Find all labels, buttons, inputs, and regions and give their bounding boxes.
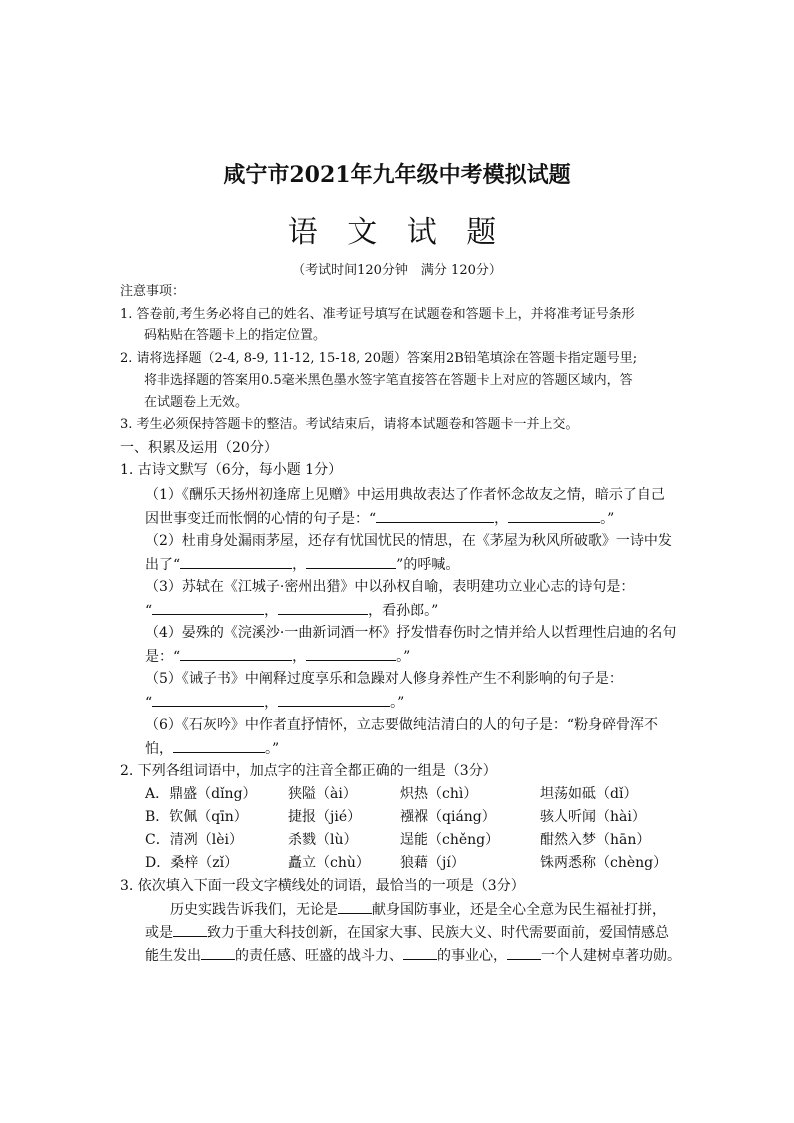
q1-item-3-line-2: “ ， ，看孙郎。” bbox=[145, 600, 438, 621]
q3-passage-line-1: 历史实践告诉我们，无论是 献身国防事业，还是全心全意为民生福祉打拼， bbox=[170, 899, 666, 920]
answer-blank[interactable] bbox=[152, 600, 264, 615]
note-2-line-1: 2. 请将选择题（2-4, 8-9, 11-12, 15-18, 20题）答案用2B铅笔填涂在答题卡指定题号里; bbox=[120, 351, 638, 366]
q3-passage-line-3: 能生发出 的责任感、旺盛的战斗力、 的事业心， 一个人建树卓著功勋。 bbox=[145, 945, 681, 966]
answer-blank[interactable] bbox=[507, 945, 541, 960]
q2-option-d[interactable]: D．桑梓（zǐ） bbox=[145, 855, 239, 871]
notes-heading: 注意事项： bbox=[120, 284, 186, 299]
q2-option-a[interactable]: A．鼎盛（dǐng） bbox=[145, 786, 257, 802]
section-1-heading: 一、积累及运用（20分） bbox=[120, 440, 278, 456]
q2-option-d-word-3: 狼藉（jí） bbox=[400, 855, 465, 871]
q2-option-b-word-2: 捷报（jié） bbox=[288, 809, 362, 825]
note-2-line-3: 在试题卷上无效。 bbox=[144, 395, 249, 410]
q1-item-2-line-1: （2）杜甫身处漏雨茅屋，还存有忧国忧民的情思，在《茅屋为秋风所破歌》一诗中发 bbox=[145, 533, 672, 549]
answer-blank[interactable] bbox=[508, 508, 600, 523]
question-1-stem: 1. 古诗文默写（6分，每小题 1分） bbox=[120, 462, 343, 478]
answer-blank[interactable] bbox=[278, 600, 368, 615]
answer-blank[interactable] bbox=[338, 899, 372, 914]
q2-option-b-word-3: 襁褓（qiáng） bbox=[400, 809, 496, 825]
q1-item-4-line-1: （4）晏殊的《浣溪沙·一曲新词酒一杯》抒发惜春伤时之情并给人以哲理性启迪的名句 bbox=[145, 625, 677, 641]
answer-blank[interactable] bbox=[201, 945, 235, 960]
q2-option-c-word-2: 杀戮（lù） bbox=[288, 832, 358, 848]
q1-item-6-line-1: （6）《石灰吟》中作者直抒情怀，立志要做纯洁清白的人的句子是：“粉身碎骨浑不 bbox=[145, 717, 659, 733]
q2-option-a-word-4: 坦荡如砥（dǐ） bbox=[540, 786, 638, 802]
answer-blank[interactable] bbox=[306, 646, 396, 661]
note-1-line-1: 1. 答卷前,考生务必将自己的姓名、准考证号填写在试题卷和答题卡上，并将准考证号条形 bbox=[120, 307, 635, 322]
answer-blank[interactable] bbox=[173, 922, 207, 937]
note-2-line-2: 将非选择题的答案用0.5毫米黑色墨水签字笔直接答在答题卡上对应的答题区域内，答 bbox=[144, 373, 633, 388]
q3-passage-line-2: 或是 致力于重大科技创新，在国家大事、民族大义、时代需要面前，爱国情感总 bbox=[145, 922, 669, 943]
note-1-line-2: 码粘贴在答题卡上的指定位置。 bbox=[144, 328, 327, 343]
question-2-stem: 2. 下列各组词语中，加点字的注音全都正确的一组是（3分） bbox=[120, 763, 497, 779]
note-3: 3. 考生必须保持答题卡的整洁。考试结束后，请将本试题卷和答题卡一并上交。 bbox=[120, 417, 579, 432]
q2-option-b[interactable]: B．钦佩（qīn） bbox=[145, 809, 248, 825]
answer-blank[interactable] bbox=[376, 508, 494, 523]
answer-blank[interactable] bbox=[278, 692, 390, 707]
q1-item-1-line-2: 因世事变迁而怅惘的心情的句子是：“ ， 。” bbox=[145, 508, 614, 529]
q2-option-a-word-3: 炽热（chì） bbox=[400, 786, 478, 802]
q2-option-a-word-2: 狭隘（ài） bbox=[288, 786, 357, 802]
exam-info: （考试时间120分钟 满分 120分） bbox=[292, 263, 502, 278]
q1-item-1-line-1: （1）《酬乐天扬州初逢席上见赠》中运用典故表达了作者怀念故友之情，暗示了自己 bbox=[145, 487, 665, 503]
q1-item-5-line-2: “ ， 。” bbox=[145, 692, 404, 713]
answer-blank[interactable] bbox=[152, 692, 264, 707]
q1-item-4-line-2: 是：“ ， 。” bbox=[145, 646, 410, 667]
question-3-stem: 3. 依次填入下面一段文字横线处的词语，最恰当的一项是（3分） bbox=[120, 878, 525, 894]
q2-option-d-word-4: 铢两悉称（chèng） bbox=[540, 855, 668, 871]
q2-option-c-word-3: 逞能（chěng） bbox=[400, 832, 500, 848]
exam-title: 咸宁市2021年九年级中考模拟试题 bbox=[223, 162, 571, 188]
q2-option-d-word-2: 矗立（chù） bbox=[288, 855, 370, 871]
subject-title: 语 文 试 题 bbox=[287, 215, 507, 250]
answer-blank[interactable] bbox=[180, 554, 292, 569]
q2-option-c-word-4: 酣然入梦（hān） bbox=[540, 832, 651, 848]
q2-option-c[interactable]: C．清冽（lèi） bbox=[145, 832, 243, 848]
q1-item-5-line-1: （5）《诫子书》中阐释过度享乐和急躁对人修身养性产生不利影响的句子是： bbox=[145, 671, 623, 687]
answer-blank[interactable] bbox=[173, 738, 265, 753]
answer-blank[interactable] bbox=[180, 646, 292, 661]
q1-item-6-line-2: 怕， 。” bbox=[145, 738, 279, 759]
q1-item-3-line-1: （3）苏轼在《江城子·密州出猎》中以孙权自喻，表明建功立业心志的诗句是： bbox=[145, 579, 635, 595]
q1-item-2-line-2: 出了“ ， ”的呼喊。 bbox=[145, 554, 459, 575]
q2-option-b-word-4: 骇人听闻（hài） bbox=[540, 809, 646, 825]
answer-blank[interactable] bbox=[403, 945, 437, 960]
answer-blank[interactable] bbox=[306, 554, 396, 569]
